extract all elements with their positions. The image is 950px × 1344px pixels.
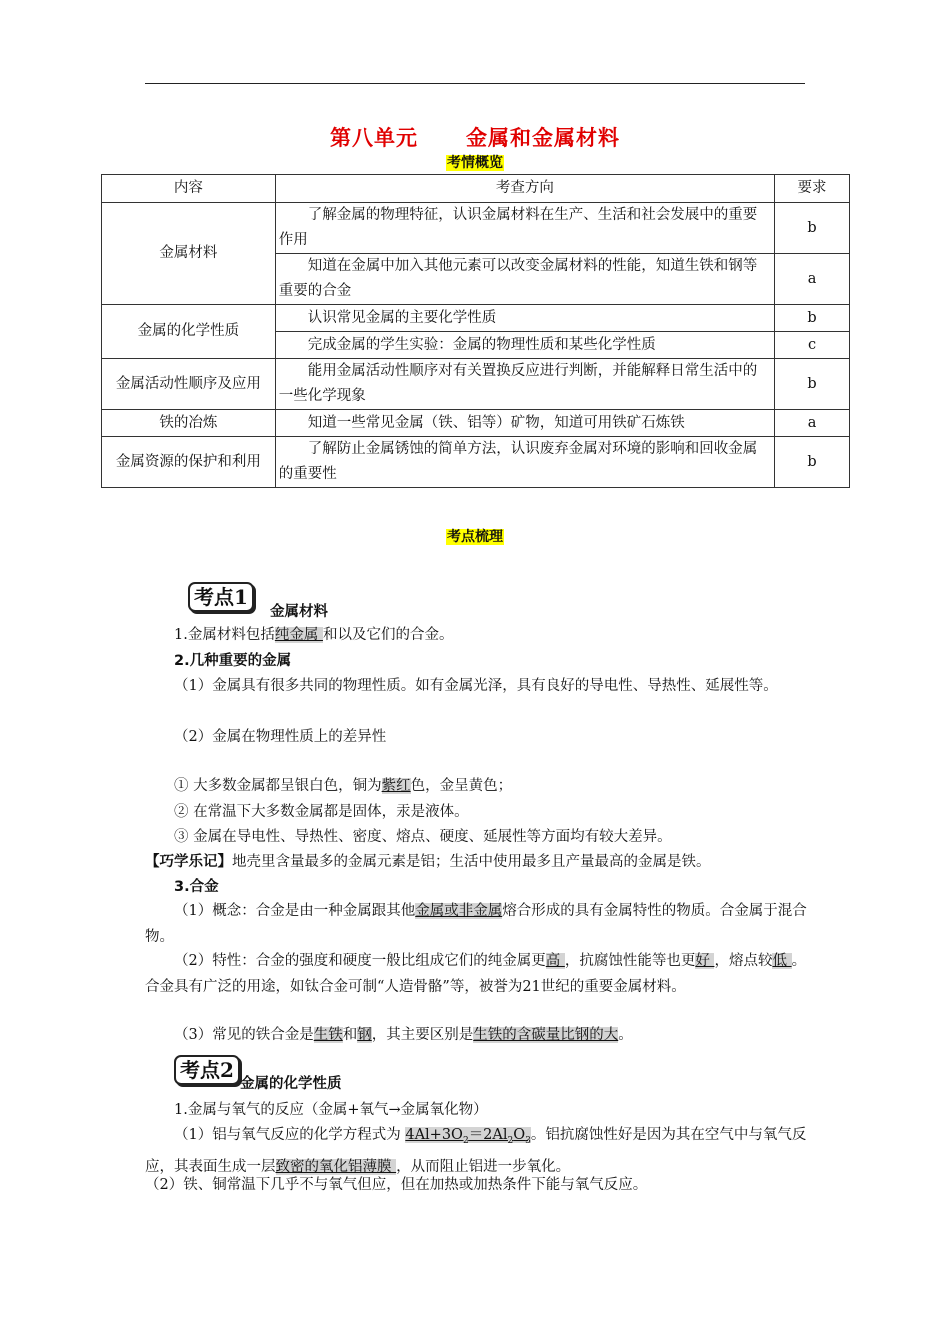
k1-tip: 【巧学乐记】地壳里含量最多的金属元素是铝；生活中使用最多且产量最高的金属是铁。 [145,854,711,870]
group-cell: 金属的化学性质 [102,305,276,359]
direction-cell: 完成金属的学生实验：金属的物理性质和某些化学性质 [275,332,774,359]
group-cell: 金属资源的保护和利用 [102,437,276,488]
direction-cell: 知道在金属中加入其他元素可以改变金属材料的性能，知道生铁和钢等重要的合金 [275,254,774,305]
overview-table [101,174,850,488]
level-cell: b [775,437,850,488]
direction-cell: 了解防止金属锈蚀的简单方法，认识废弃金属对环境的影响和回收金属的重要性 [275,437,774,488]
overview-heading: 考情概览 [447,155,503,171]
topic-2-badge: 考点2 [174,1055,240,1085]
table-row [102,305,850,332]
level-cell: b [775,359,850,410]
k1-alloy-concept: （1）概念：合金是由一种金属跟其他金属或非金属熔合形成的具有金属特性的物质。合金属于混合物。 [145,903,807,945]
k1-heading-2: 2.几种重要的金属 [174,653,292,669]
k1-alloy-property: （2）特性：合金的强度和硬度一般比组成它们的纯金属更高 ，抗腐蚀性能等也更好 ，熔点较低 。合金具有广泛的用途，如钛合金可制“人造骨骼”等，被誉为21世纪的重要金属材料。 [145,953,807,995]
k1-heading-3: 3.合金 [174,879,219,895]
table-row [102,410,850,437]
k1-color-line: ① 大多数金属都呈银白色，铜为紫红色，金呈黄色； [174,778,513,794]
level-cell: b [775,305,850,332]
k1-line-1: 1.金属材料包括纯金属 和以及它们的合金。 [174,627,454,643]
direction-cell: 能用金属活动性顺序对有关置换反应进行判断，并能解释日常生活中的一些化学现象 [275,359,774,410]
level-cell: a [775,254,850,305]
k2-line-1: 1.金属与氧气的反应（金属+氧气→金属氧化物） [174,1102,488,1118]
header-direction: 考查方向 [275,175,774,203]
topic-1-label: 金属材料 [270,604,328,620]
group-cell: 铁的冶炼 [102,410,276,437]
k2-iron-copper: （2）铁、铜常温下几乎不与氧气但应，但在加热或加热条件下能与氧气反应。 [145,1177,648,1193]
level-cell: a [775,410,850,437]
group-cell: 金属材料 [102,203,276,305]
direction-cell: 知道一些常见金属（铁、铝等）矿物，知道可用铁矿石炼铁 [275,410,774,437]
k1-iron-alloy: （3）常见的铁合金是生铁和钢，其主要区别是生铁的含碳量比钢的大。 [174,1027,633,1043]
topic-2-label: 金属的化学性质 [240,1076,342,1092]
table-row [102,359,850,410]
direction-cell: 认识常见金属的主要化学性质 [275,305,774,332]
k2-aluminium: （1）铝与氧气反应的化学方程式为 $4Al+3O_2=2Al_2O_3$。铝抗腐蚀性好是因为其在空气中与氧气反应，其表面生成一层致密的氧化铝薄膜 ，从而阻止铝进一步氧化。 [145,1127,807,1175]
table-header-row [102,175,850,203]
header-content: 内容 [102,175,276,203]
direction-cell: 了解金属的物理特征，认识金属材料在生产、生活和社会发展中的重要作用 [275,203,774,254]
k2-equation: $4Al+3O_2=2Al_2O_3$ [405,1127,531,1146]
level-cell: c [775,332,850,359]
group-cell: 金属活动性顺序及应用 [102,359,276,410]
level-cell: b [775,203,850,254]
review-heading: 考点梳理 [447,529,503,545]
table-row [102,203,850,254]
header-rule [145,83,805,84]
k1-para-2: （2）金属在物理性质上的差异性 [174,729,387,745]
header-level: 要求 [775,175,850,203]
topic-1-badge: 考点1 [188,582,254,612]
table-row [102,437,850,488]
page-title: 第八单元 金属和金属材料 [330,126,620,150]
k1-diff-line: ③ 金属在导电性、导热性、密度、熔点、硬度、延展性等方面均有较大差异。 [174,829,672,845]
k1-para-1: （1）金属具有很多共同的物理性质。如有金属光泽，具有良好的导电性、导热性、延展性等。 [174,678,778,694]
k1-state-line: ② 在常温下大多数金属都是固体，汞是液体。 [174,804,469,820]
